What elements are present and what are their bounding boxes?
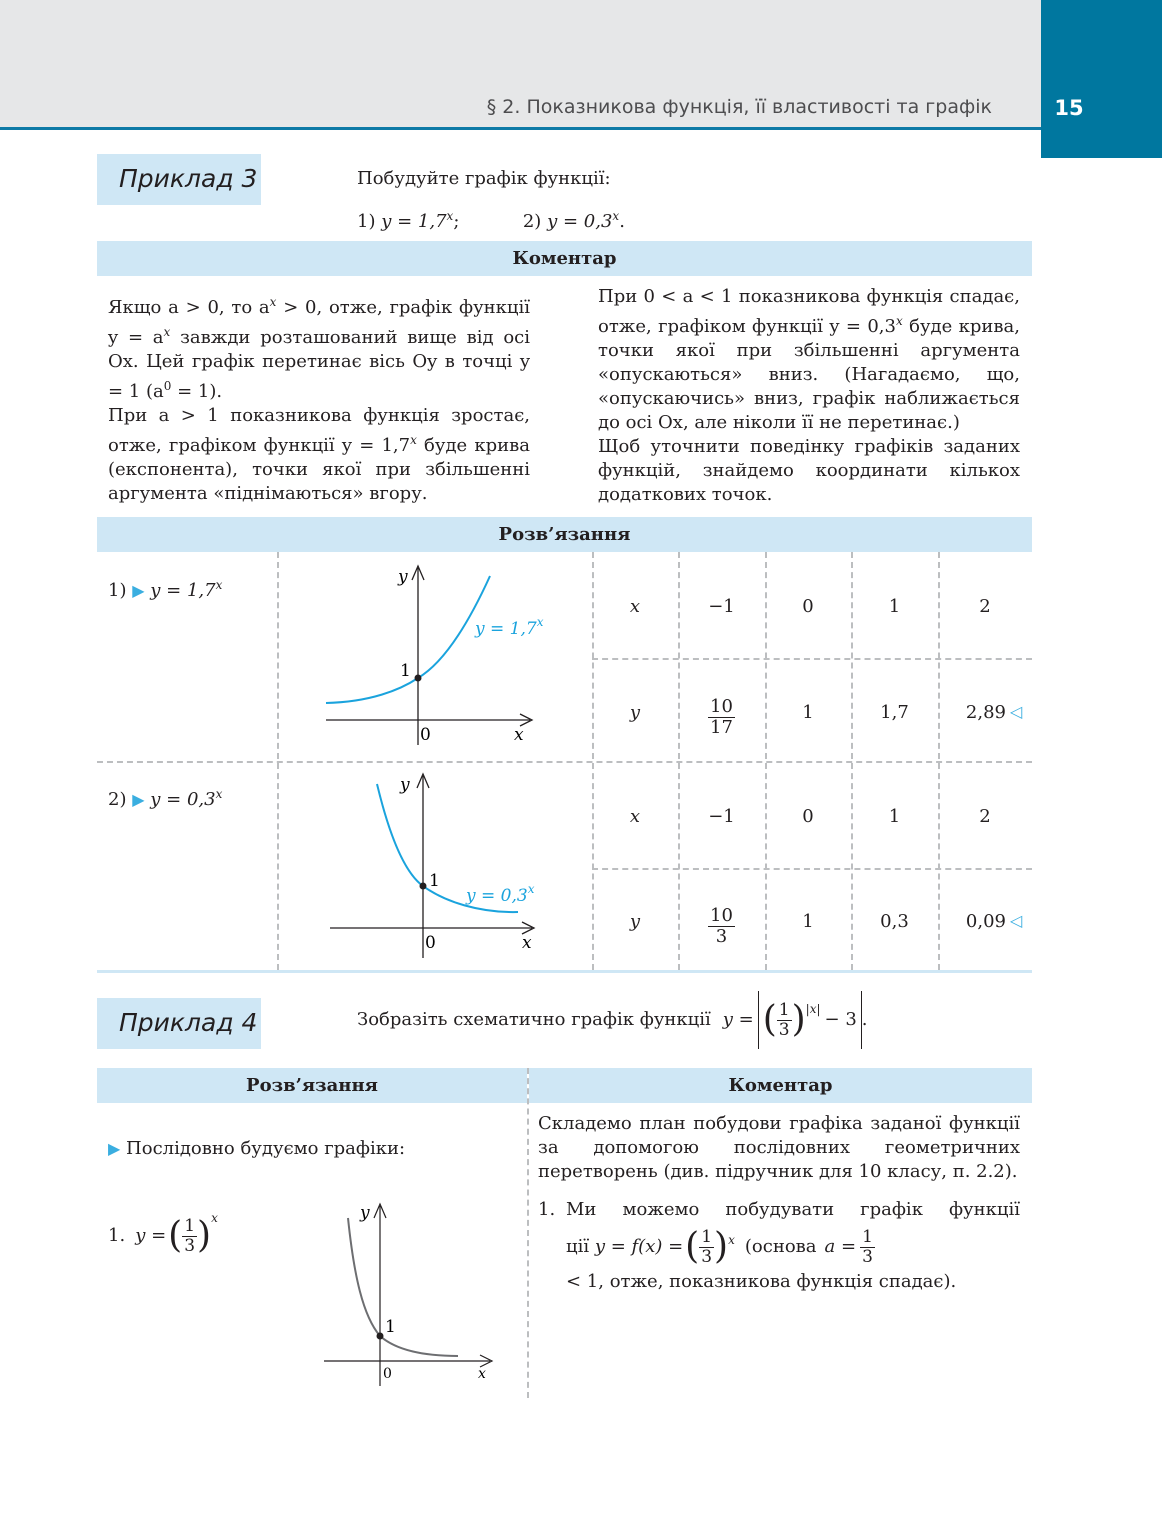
comment-item-formula: y = f(x) =: [594, 1236, 684, 1258]
row-2-label: [108, 782, 222, 812]
curve-label-text: y = 0,3: [466, 886, 528, 906]
one-label: 1: [400, 661, 411, 681]
comment-right-2: буде крива, точки якої при збільшенні аргумента «опускаються» вниз. (Нагадаємо, що, «опускаючись» вниз, графік наближається до осі Ox, але ніколи її не перетинає.): [598, 316, 1020, 433]
example-3-items: 1) $y = 1,7^x$; 2) $y = 0,3^x$.: [357, 209, 625, 232]
comment-header: Коментар: [97, 241, 1032, 276]
table-cell: x: [629, 596, 641, 617]
x-axis-label: x: [514, 725, 524, 745]
table-cell: 1: [888, 596, 901, 617]
table-cell: 0: [802, 596, 814, 617]
curve-label: [474, 615, 544, 639]
comment-frac2-num: 1: [862, 1227, 873, 1247]
table-cell: 2: [979, 596, 991, 617]
comment-left-4: = 1).: [171, 381, 223, 402]
task-frac-den: 3: [778, 1019, 790, 1040]
table-cell: 1: [888, 806, 901, 827]
table-cell-fraction: [678, 906, 765, 947]
comment-header-2: Коментар: [529, 1068, 1032, 1103]
row-2-formula: y = 0,3: [150, 789, 216, 810]
comment-paragraph: Складемо план побудови графіка заданої функції за допомогою послідовних геометричних перетворень (див. підручник для 10 класу, п. 2.2).: [538, 1113, 1020, 1182]
step-1-frac-num: 1: [184, 1215, 196, 1236]
item2-exp: x: [612, 209, 620, 223]
row-2-num: 2): [108, 789, 127, 810]
task-frac-num: 1: [778, 999, 790, 1020]
page-tab: [1041, 0, 1162, 158]
comment-left-sup4: x: [410, 433, 417, 447]
task-formula-right: − 3: [824, 1009, 857, 1030]
pointer-icon: ▶: [132, 790, 145, 809]
step-intro-text: Послідовно будуємо графіки:: [126, 1138, 406, 1159]
table-cell-fraction: [678, 697, 765, 738]
comment-right-3: Щоб уточнити поведінку графіків заданих функцій, знайдемо координати кількох додаткових точок.: [598, 436, 1020, 505]
x-axis-label: x: [478, 1366, 486, 1382]
frac-den: 3: [715, 925, 728, 947]
comment-left-2: > 0, отже, графік функції y = a: [108, 297, 530, 348]
section-bottom-rule: [97, 970, 1032, 973]
grid-line: [97, 761, 1032, 763]
example-3-task: Побудуйте графік функції:: [357, 168, 611, 189]
end-marker-icon: ◁: [1009, 911, 1023, 930]
comment-item-text-c: a =: [824, 1236, 857, 1258]
comment-right: [598, 285, 1020, 507]
y-axis-label: y: [398, 567, 408, 587]
graph-exp-growth: [320, 560, 550, 750]
comment-frac-den: 3: [701, 1246, 713, 1267]
curve-label-text: y = 1,7: [475, 619, 537, 639]
comment-item-1: 1. Ми можемо побудувати графік функції ції y = f(x) = ( $\frac{1}{3}$ ) $^x$ (основа a = $\frac{1}{3}$ < 1, отже, показникова функція спадає).: [538, 1199, 1020, 1293]
comment-left-1: Якщо a > 0, то a: [108, 297, 270, 318]
comment-right-sup: x: [895, 314, 903, 328]
frac-num: 10: [710, 905, 733, 926]
section-title: § 2. Показникова функція, її властивості та графік: [486, 96, 992, 118]
table-cell: 2: [979, 806, 991, 827]
graph-exp-decay: [320, 768, 550, 963]
row-1-formula: y = 1,7: [150, 580, 216, 601]
row-1-label: [108, 573, 222, 603]
table-cell: 0: [802, 806, 814, 827]
end-marker-icon: ◁: [1009, 702, 1023, 721]
grid-line: [592, 868, 1032, 870]
curve-label-exp: x: [536, 615, 544, 629]
comment-left-3: завжди розташований вище від осі Ox. Цей графік перетинає вісь Oy в точці y = 1 (a: [108, 327, 530, 402]
comment-item-num: 1.: [538, 1199, 556, 1220]
row-1-num: 1): [108, 580, 127, 601]
comment-left-sup2: x: [163, 325, 171, 339]
origin-label: 0: [383, 1366, 392, 1382]
row-1-exp: x: [215, 578, 223, 592]
example-3-label: Приклад 3: [97, 154, 261, 205]
table-cell: 2,89: [965, 702, 1006, 723]
task-exp: |x|: [805, 1002, 821, 1016]
table-cell: 0,3: [880, 911, 909, 932]
frac-den: 17: [710, 716, 733, 738]
solution-header: Розв’язання: [97, 517, 1032, 552]
comment-frac2-den: 3: [862, 1246, 873, 1267]
item2-num: 2): [522, 211, 542, 232]
x-axis-label: x: [522, 933, 532, 953]
item1-num: 1): [357, 211, 376, 232]
example-4-label: Приклад 4: [97, 998, 261, 1049]
step-1-num: 1.: [108, 1225, 126, 1246]
example-4-task: Зобразіть схематично графік функції y = ( $\frac{1}{3}$ ) $^{|x|}$ − 3 .: [357, 990, 868, 1050]
table-cell: 1,7: [880, 702, 909, 723]
comment-left-sup3: 0: [163, 379, 172, 393]
origin-label: 0: [425, 933, 436, 953]
column-divider: [527, 1068, 529, 1398]
pointer-icon: ▶: [132, 581, 145, 600]
table-cell: −1: [708, 806, 735, 827]
comment-item-text-b: (основа: [744, 1236, 817, 1258]
origin-label: 0: [420, 725, 431, 745]
grid-line: [592, 658, 1032, 660]
frac-num: 10: [710, 696, 733, 717]
step-1-formula: y =: [135, 1225, 167, 1246]
step-1-frac-den: 3: [184, 1235, 196, 1256]
table-cell: 1: [802, 702, 814, 723]
table-cell: 1: [802, 911, 814, 932]
pointer-icon: ▶: [108, 1139, 121, 1158]
table-cell: 0,09: [965, 911, 1006, 932]
comment-left: [108, 290, 530, 506]
comment-item-text-d: < 1, отже, показникова функція спадає).: [566, 1271, 957, 1293]
item2-formula: y = 0,3: [547, 211, 613, 232]
comment-left-sup1: x: [269, 295, 277, 309]
table-cell: y: [629, 702, 641, 723]
step-intro: [108, 1137, 405, 1161]
example-4-task-text: Зобразіть схематично графік функції: [357, 1009, 711, 1030]
step-1-exp: x: [211, 1211, 218, 1225]
y-axis-label: y: [360, 1203, 370, 1223]
item1-exp: x: [446, 209, 454, 223]
task-formula-left: y =: [722, 1009, 754, 1030]
comment-frac-num: 1: [701, 1227, 713, 1247]
graph-one-third-power: [318, 1196, 498, 1391]
one-label: 1: [385, 1317, 396, 1337]
comment-item-text-a: Ми можемо побудувати графік функції: [566, 1199, 1020, 1220]
comment-right-1: При 0 < a < 1 показникова функція спадає, отже, графіком функції y = 0,3: [598, 286, 1020, 337]
page-number: 15: [1054, 96, 1084, 120]
table-cell: y: [629, 911, 641, 932]
header-divider: [0, 127, 1041, 130]
comment-left-5: При a > 1 показникова функція зростає, отже, графіком функції y = 1,7: [108, 405, 530, 456]
table-cell: x: [629, 806, 641, 827]
curve-label: [465, 882, 535, 906]
solution-header-2: Розв’язання: [97, 1068, 527, 1103]
comment-item-exp: x: [728, 1233, 735, 1247]
step-1: 1. y = ( $\frac{1}{3}$ ) $^x$: [108, 1206, 218, 1266]
comment-left-6: буде крива (експонента), точки якої при збільшенні аргумента «піднімаються» вгору.: [108, 435, 530, 504]
item1-formula: y = 1,7: [381, 211, 447, 232]
curve-label-exp: x: [527, 882, 535, 896]
y-axis-label: y: [400, 775, 410, 795]
one-label: 1: [429, 871, 440, 891]
table-cell: −1: [708, 596, 735, 617]
row-2-exp: x: [215, 787, 223, 801]
